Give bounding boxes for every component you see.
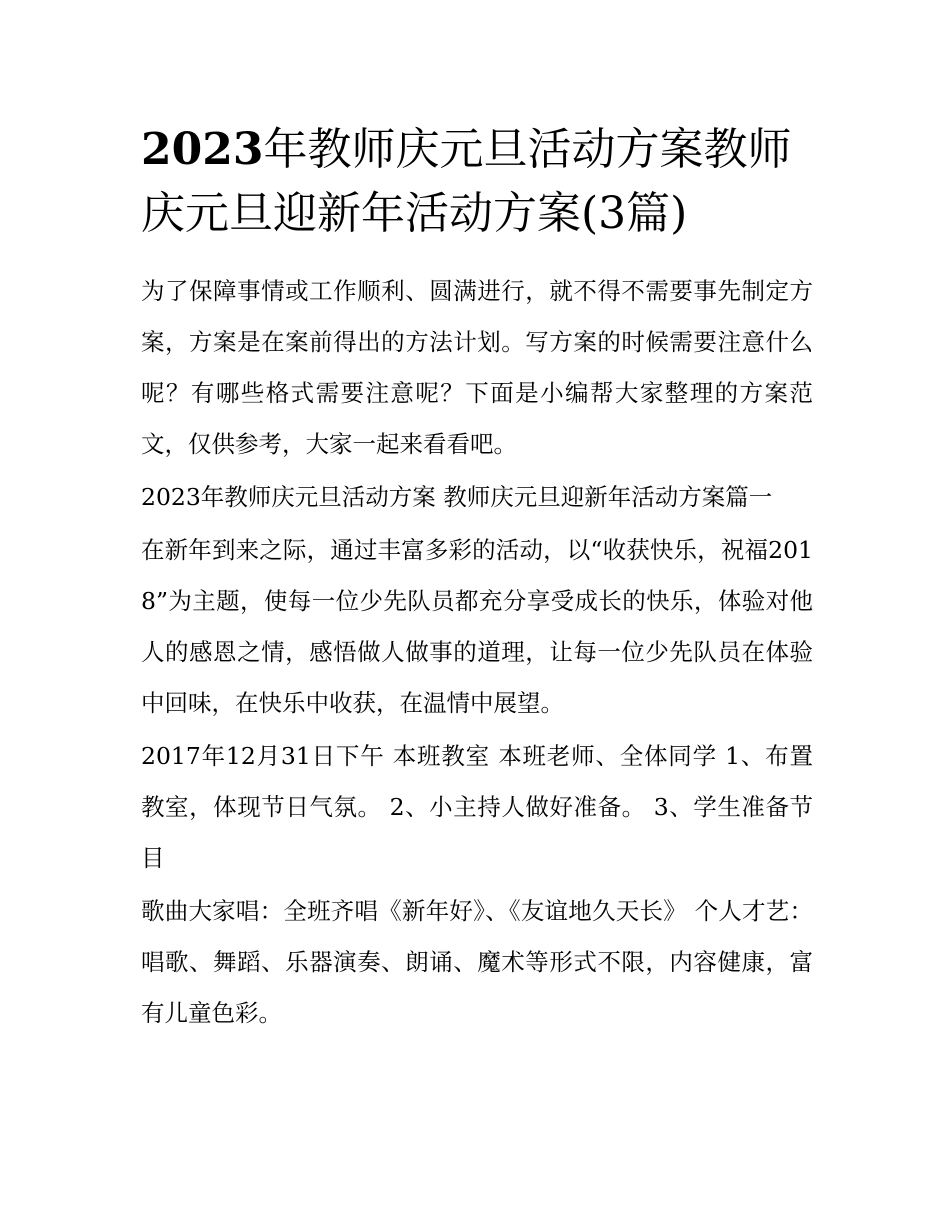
- document-content: [141, 118, 813, 1041]
- program-paragraph: 歌曲大家唱：全班齐唱《新年好》、《友谊地久天长》 个人才艺：唱歌、舞蹈、乐器演奏、朗诵、魔术等形式不限，内容健康，富有儿童色彩。: [141, 897, 813, 1027]
- arrangement-paragraph: 2017年12月31日下午 本班教室 本班老师、全体同学 1、布置教室，体现节日气氛。 2、小主持人做好准备。 3、学生准备节目: [141, 742, 813, 872]
- title-year: 2023: [141, 124, 264, 175]
- document-body: [141, 266, 813, 1039]
- intro-paragraph: 为了保障事情或工作顺利、圆满进行，就不得不需要事先制定方案，方案是在案前得出的方法计划。写方案的时候需要注意什么呢？有哪些格式需要注意呢？下面是小编帮大家整理的方案范文，仅供参考，大家一起来看看吧。: [141, 277, 813, 458]
- purpose-paragraph: 在新年到来之际，通过丰富多彩的活动，以“收获快乐，祝福2018”为主题，使每一位少先队员都充分享受成长的快乐，体验对他人的感恩之情，感悟做人做事的道理，让每一位少先队员在体验中回味，在快乐中收获，在温情中展望。: [141, 536, 813, 717]
- section-heading-paragraph: 2023年教师庆元旦活动方案 教师庆元旦迎新年活动方案篇一: [141, 483, 773, 511]
- document-title: [141, 118, 813, 246]
- title-text: 年教师庆元旦活动方案教师庆元旦迎新年活动方案(3篇): [141, 124, 792, 239]
